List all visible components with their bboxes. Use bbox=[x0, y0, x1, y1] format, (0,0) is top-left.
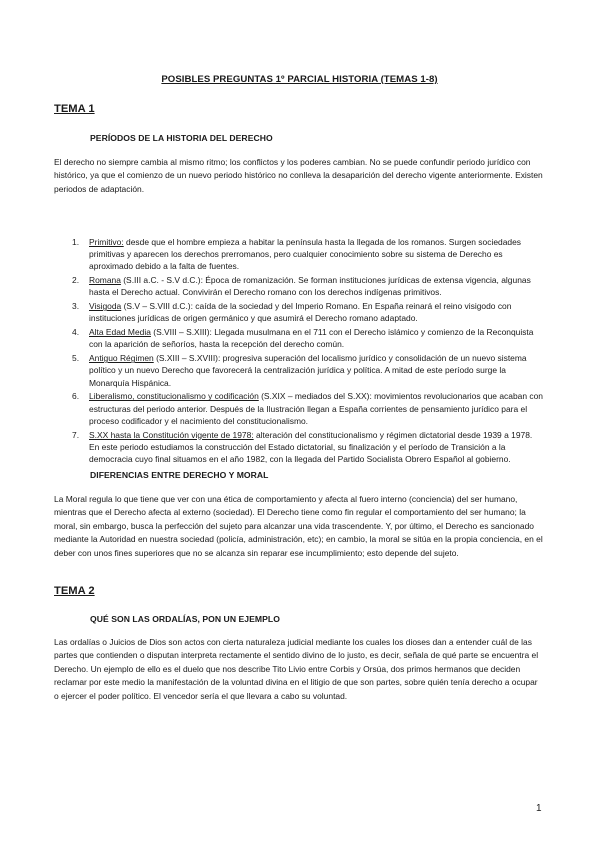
list-item-term: Romana bbox=[89, 275, 121, 286]
list-item-number: 1. bbox=[72, 237, 80, 247]
list-item-text: (S.XIX – mediados del S.XX): movimientos revolucionarios que acaban con estructuras del periodo anterior. Después de la Ilustración llegan a España corrientes de pensamiento jurídico para el proceso codificador y el nacimiento del constitucionalismo. bbox=[89, 391, 543, 426]
ordalias-heading: QUÉ SON LAS ORDALÍAS, PON UN EJEMPLO bbox=[90, 614, 280, 624]
diferencias-heading: DIFERENCIAS ENTRE DERECHO Y MORAL bbox=[90, 470, 269, 480]
list-item-text: (S.VIII – S.XIII): Llegada musulmana en el 711 con el Derecho islámico y comienzo de la Reconquista con la aparición de señoríos, hasta la recepción del derecho común. bbox=[89, 327, 534, 350]
list-item bbox=[72, 390, 544, 427]
list-item bbox=[72, 300, 544, 324]
list-item bbox=[72, 352, 544, 389]
periodos-heading: PERÍODOS DE LA HISTORIA DEL DERECHO bbox=[90, 133, 273, 143]
list-item-term: Liberalismo, constitucionalismo y codificación bbox=[89, 391, 259, 402]
list-item-number: 7. bbox=[72, 429, 80, 440]
list-item-text: (S.V – S.VIII d.C.): caída de la sociedad y del Imperio Romano. En España reinará el reino visigodo con instituciones jurídicas de origen germánico y que asumirá el Derecho romano adaptado. bbox=[89, 301, 512, 324]
periodos-list bbox=[72, 236, 544, 467]
list-item-number: 5. bbox=[72, 353, 80, 364]
list-item-term: Alta Edad Media bbox=[89, 327, 151, 338]
list-item-text: (S.III a.C. - S.V d.C.): Época de romanización. Se forman instituciones jurídicas de extensa vigencia, algunas hasta el Derecho actual. Convivirán el Derecho romano con los derechos indígenas primitivos. bbox=[89, 275, 531, 298]
list-item-text: alteración del constitucionalismo y régimen dictatorial desde 1939 a 1978. En este periodo estudiamos la construcción del Estado dictatorial, su finalización y el período de Transición a la democracia cuyo final situamos en el año 1982, con la llegada del Partido Socialista Obrero Español al gobierno. bbox=[89, 429, 533, 465]
tema-2-heading: TEMA 2 bbox=[54, 585, 95, 597]
list-item bbox=[72, 274, 544, 298]
list-item-text: desde que el hombre empieza a habitar la península hasta la llegada de los romanos. Surgen sociedades primitivas y aparecen los derechos prerromanos, pero cualquier conocimiento sobre su sistema de Derecho es aproximado debido a la falta de fuentes. bbox=[89, 237, 521, 272]
diferencias-paragraph: La Moral regula lo que tiene que ver con una ética de comportamiento y afecta al fuero interno (conciencia) del ser humano, mientras que el Derecho afecta al externo (sociedad). El Derecho tiene como fin regular el comportamiento del ser humano; la moral, sin embargo, busca la perfección del sujeto para alcanzar una vida trascendente. Y, por último, el Derecho es sancionado mediante la Autoridad en nuestra sociedad (policía, administración, etc); en cambio, la moral se sitúa en la propia conciencia, en el deber con unos fines superiores que no se alcanza sin reparar ese incumplimiento; esto depende del sujeto. bbox=[54, 494, 543, 558]
list-item-number: 2. bbox=[72, 275, 80, 286]
list-item-term: Antiguo Régimen bbox=[89, 353, 154, 364]
list-item-term: Primitivo: bbox=[89, 237, 124, 247]
list-item-number: 6. bbox=[72, 391, 80, 402]
list-item-term: Visigoda bbox=[89, 301, 122, 312]
list-item-term: S.XX hasta la Constitución vigente de 1978: bbox=[89, 429, 254, 440]
periodos-intro: El derecho no siempre cambia al mismo ritmo; los conflictos y los poderes cambian. No se puede confundir periodo jurídico con histórico, ya que el comienzo de un nuevo periodo histórico no conlleva la desaparición del derecho vigente anteriormente. Existen periodos de adaptación. bbox=[54, 157, 543, 194]
list-item-number: 3. bbox=[72, 301, 80, 312]
document-title: POSIBLES PREGUNTAS 1º PARCIAL HISTORIA (TEMAS 1-8) bbox=[161, 74, 438, 85]
list-item-text: (S.XIII – S.XVIII): progresiva superación del localismo jurídico y consolidación de un nuevo sistema político y un nuevo Derecho que favorecerá la centralización jurídica y política. A mitad de este período surge la Monarquía Hispánica. bbox=[89, 353, 527, 388]
list-item bbox=[72, 429, 544, 466]
list-item bbox=[72, 236, 544, 273]
page-number: 1 bbox=[536, 803, 542, 814]
tema-1-heading: TEMA 1 bbox=[54, 103, 95, 115]
list-item bbox=[72, 326, 544, 350]
ordalias-paragraph: Las ordalías o Juicios de Dios son actos con cierta naturaleza judicial mediante los cuales los dioses dan a entender cuál de las partes que contienden o disputan interpreta rectamente el sentido divino de lo justo, es decir, señala de qué parte se encuentra el Derecho. Un ejemplo de ello es el duelo que nos describe Tito Livio entre Corbis y Orsúa, dos primos hermanos que deciden reclamar por este medio la manifestación de la voluntad divina en el litigio de que son partes, sobre quién tenía derecho a ocupar o ejercer el poder político. El vencedor sería el que llevara a cabo su voluntad. bbox=[54, 637, 539, 701]
list-item-number: 4. bbox=[72, 327, 80, 338]
